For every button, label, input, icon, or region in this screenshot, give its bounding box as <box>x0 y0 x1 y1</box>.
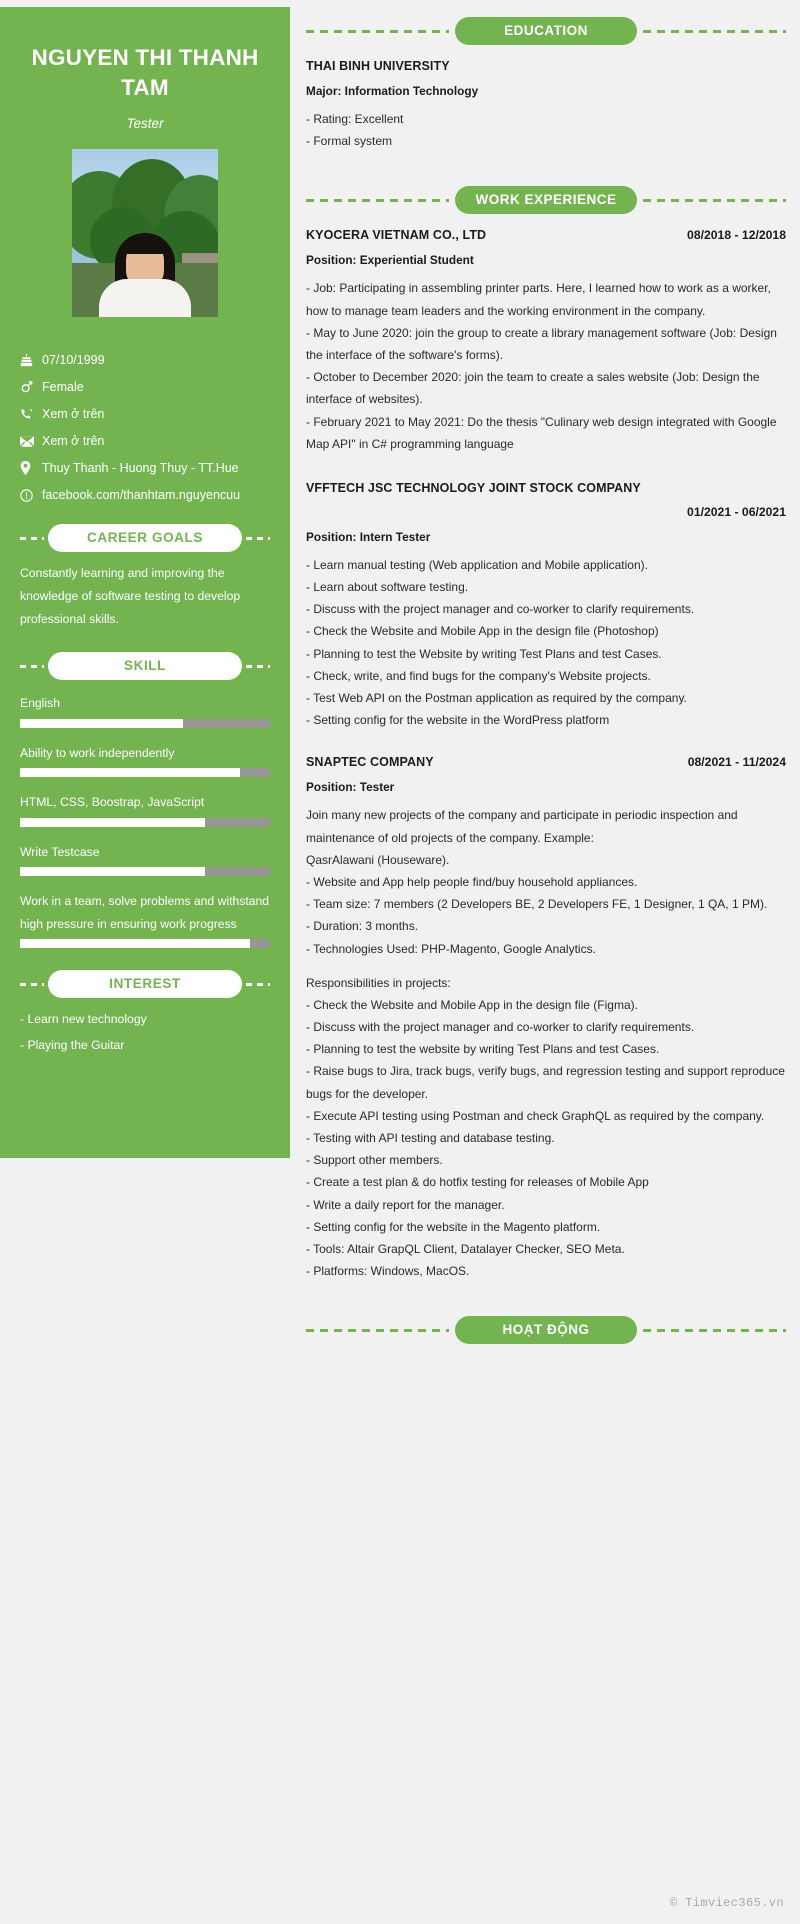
section-header-work-experience <box>306 186 786 214</box>
work-detail: - Test Web API on the Postman application as required by the company. <box>306 691 687 705</box>
dashed-line-left <box>20 983 44 986</box>
position-label: Position: Intern Tester <box>306 529 431 544</box>
skill-bar-track <box>20 867 270 876</box>
employment-dates: 08/2021 - 11/2024 <box>687 755 786 770</box>
work-detail: - Learn manual testing (Web application and Mobile application). <box>306 557 648 572</box>
work-detail: - Website and App help people find/buy household appliances. <box>306 874 638 889</box>
contact-text: Xem ở trên <box>42 434 105 449</box>
responsibility-item: - Support other members. <box>306 1153 443 1168</box>
education-detail: - Rating: Excellent <box>306 112 404 126</box>
major-label: Major: Information Technology <box>306 84 479 98</box>
interest-list <box>20 1008 270 1056</box>
contact-text: Female <box>42 380 84 395</box>
envelope-icon <box>20 436 42 447</box>
employment-dates: 08/2018 - 12/2018 <box>687 228 786 243</box>
dashed-line-left <box>306 199 449 202</box>
work-detail: - Technologies Used: PHP-Magento, Google Analytics. <box>306 941 596 956</box>
location-pin-icon <box>20 461 42 475</box>
info-circle-icon <box>20 489 42 502</box>
dashed-line-right <box>643 1329 786 1332</box>
section-header-skill <box>20 652 270 680</box>
section-header-career-goals <box>20 524 270 552</box>
career-goals-text: Constantly learning and improving the knowledge of software testing to develop professional skills. <box>20 566 241 626</box>
skill-bar-fill <box>20 939 250 948</box>
skill-list <box>20 692 270 948</box>
work-detail: QasrAlawani (Houseware). <box>306 852 450 867</box>
work-detail: - Learn about software testing. <box>306 580 469 595</box>
skill-bar-track <box>20 768 270 777</box>
skill-item <box>20 692 270 728</box>
skill-item <box>20 791 270 827</box>
skill-label: Write Testcase <box>20 844 100 859</box>
work-detail: - Duration: 3 months. <box>306 919 419 934</box>
work-detail: - Check the Website and Mobile App in the design file (Photoshop) <box>306 624 659 639</box>
gender-icon <box>20 380 42 394</box>
activity-title: HOẠT ĐỘNG <box>455 1316 637 1344</box>
dashed-line-right <box>643 30 786 33</box>
company-name: VFFTECH JSC TECHNOLOGY JOINT STOCK COMPANY <box>306 480 641 495</box>
education-detail: - Formal system <box>306 134 393 149</box>
cake-icon <box>20 354 42 367</box>
responsibility-item: - Tools: Altair GrapQL Client, Datalayer Checker, SEO Meta. <box>306 1241 625 1256</box>
dashed-line-left <box>306 30 449 33</box>
contact-item-email[interactable] <box>20 434 270 448</box>
school-name: THAI BINH UNIVERSITY <box>306 59 450 73</box>
work-detail: - Check, write, and find bugs for the company's Website projects. <box>306 668 651 683</box>
skill-bar-track <box>20 719 270 728</box>
contact-item-facebook[interactable] <box>20 488 270 502</box>
employment-dates: 01/2021 - 06/2021 <box>687 504 786 519</box>
work-entry-vfftech <box>306 479 786 732</box>
skill-bar-fill <box>20 768 240 777</box>
work-detail: - Discuss with the project manager and co-worker to clarify requirements. <box>306 602 695 617</box>
responsibility-item: - Create a test plan & do hotfix testing for releases of Mobile App <box>306 1175 649 1190</box>
skill-item <box>20 742 270 778</box>
work-detail: - Setting config for the website in the WordPress platform <box>306 713 610 728</box>
section-header-activity <box>306 1316 786 1344</box>
company-name: SNAPTEC COMPANY <box>306 755 434 770</box>
contact-text: Xem ở trên <box>42 407 105 422</box>
work-detail: Join many new projects of the company and participate in periodic inspection and maintenance of old projects of the company. Example: <box>306 808 738 845</box>
dashed-line-left <box>306 1329 449 1332</box>
dashed-line-left <box>20 665 44 668</box>
footer-watermark: © Timviec365.vn <box>669 1896 784 1910</box>
contact-item-birthday <box>20 353 270 367</box>
sidebar <box>0 7 290 1158</box>
skill-bar-fill <box>20 818 205 827</box>
contact-item-gender <box>20 380 270 394</box>
education-title: EDUCATION <box>455 17 637 45</box>
interest-item: - Playing the Guitar <box>20 1038 125 1052</box>
education-entry <box>306 59 786 152</box>
job-role-subtitle: Tester <box>126 116 164 132</box>
work-detail: - May to June 2020: join the group to create a library management software (Job: Design the interface of the software's forms). <box>306 325 777 362</box>
page-title: NGUYEN THI THANH TAM <box>31 45 259 100</box>
dashed-line-left <box>20 537 44 540</box>
skill-bar-track <box>20 939 270 948</box>
work-detail: - October to December 2020: join the team to create a sales website (Job: Design the interface of websites). <box>306 370 760 407</box>
skill-bar-fill <box>20 719 183 728</box>
responsibility-item: - Execute API testing using Postman and check GraphQL as required by the company. <box>306 1108 765 1123</box>
section-header-interest <box>20 970 270 998</box>
skill-label: HTML, CSS, Boostrap, JavaScript <box>20 795 205 810</box>
responsibility-item: - Raise bugs to Jira, track bugs, verify bugs, and regression testing and support reproduce bugs for the developer. <box>306 1064 785 1101</box>
work-entry-snaptec <box>306 755 786 1282</box>
skill-label: English <box>20 696 60 711</box>
skill-label: Work in a team, solve problems and withstand high pressure in ensuring work progress <box>20 894 270 931</box>
responsibility-item: - Check the Website and Mobile App in the design file (Figma). <box>306 997 638 1012</box>
contact-item-address <box>20 461 270 475</box>
avatar <box>72 149 218 317</box>
skill-title: SKILL <box>48 652 242 680</box>
skill-item <box>20 890 270 948</box>
position-label: Position: Tester <box>306 780 395 795</box>
responsibilities-heading: Responsibilities in projects: <box>306 975 451 990</box>
skill-label: Ability to work independently <box>20 745 175 760</box>
dashed-line-right <box>246 537 270 540</box>
responsibility-item: - Discuss with the project manager and co-worker to clarify requirements. <box>306 1020 695 1035</box>
work-detail: - Job: Participating in assembling printer parts. Here, I learned how to work as a worker, how to manage team leaders and the working environment in the company. <box>306 281 771 318</box>
contact-list <box>20 353 270 502</box>
profile-photo <box>72 149 218 317</box>
dashed-line-right <box>643 199 786 202</box>
work-entry-header <box>306 755 786 769</box>
skill-bar-fill <box>20 867 205 876</box>
responsibility-item: - Setting config for the website in the Magento platform. <box>306 1219 601 1234</box>
company-name: KYOCERA VIETNAM CO., LTD <box>306 228 487 243</box>
contact-text: Thuy Thanh - Huong Thuy - TT.Hue <box>42 461 239 476</box>
skill-item <box>20 841 270 877</box>
work-entry-kyocera <box>306 228 786 455</box>
work-entry-header <box>306 228 786 242</box>
responsibility-item: - Testing with API testing and database testing. <box>306 1131 555 1145</box>
work-entry-header <box>306 479 786 519</box>
work-detail: - Team size: 7 members (2 Developers BE, 2 Developers FE, 1 Designer, 1 QA, 1 PM). <box>306 897 768 912</box>
career-goals-title: CAREER GOALS <box>48 524 242 552</box>
main-content <box>290 7 800 1358</box>
phone-icon <box>20 408 42 421</box>
dashed-line-right <box>246 983 270 986</box>
skill-bar-track <box>20 818 270 827</box>
responsibility-item: - Write a daily report for the manager. <box>306 1197 505 1212</box>
interest-item: - Learn new technology <box>20 1012 147 1027</box>
responsibility-item: - Planning to test the website by writing Test Plans and test Cases. <box>306 1042 660 1057</box>
position-label: Position: Experiential Student <box>306 253 474 268</box>
section-header-education <box>306 17 786 45</box>
contact-text: facebook.com/thanhtam.nguyencuu <box>42 488 241 503</box>
responsibility-item: - Platforms: Windows, MacOS. <box>306 1264 470 1279</box>
contact-item-phone[interactable] <box>20 407 270 421</box>
work-detail: - Planning to test the Website by writing Test Plans and test Cases. <box>306 646 662 661</box>
work-experience-title: WORK EXPERIENCE <box>455 186 637 214</box>
dashed-line-right <box>246 665 270 668</box>
work-detail: - February 2021 to May 2021: Do the thesis "Culinary web design integrated with Google Map API" in C# programming language <box>306 414 777 451</box>
interest-title: INTEREST <box>48 970 242 998</box>
contact-text: 07/10/1999 <box>42 353 105 368</box>
